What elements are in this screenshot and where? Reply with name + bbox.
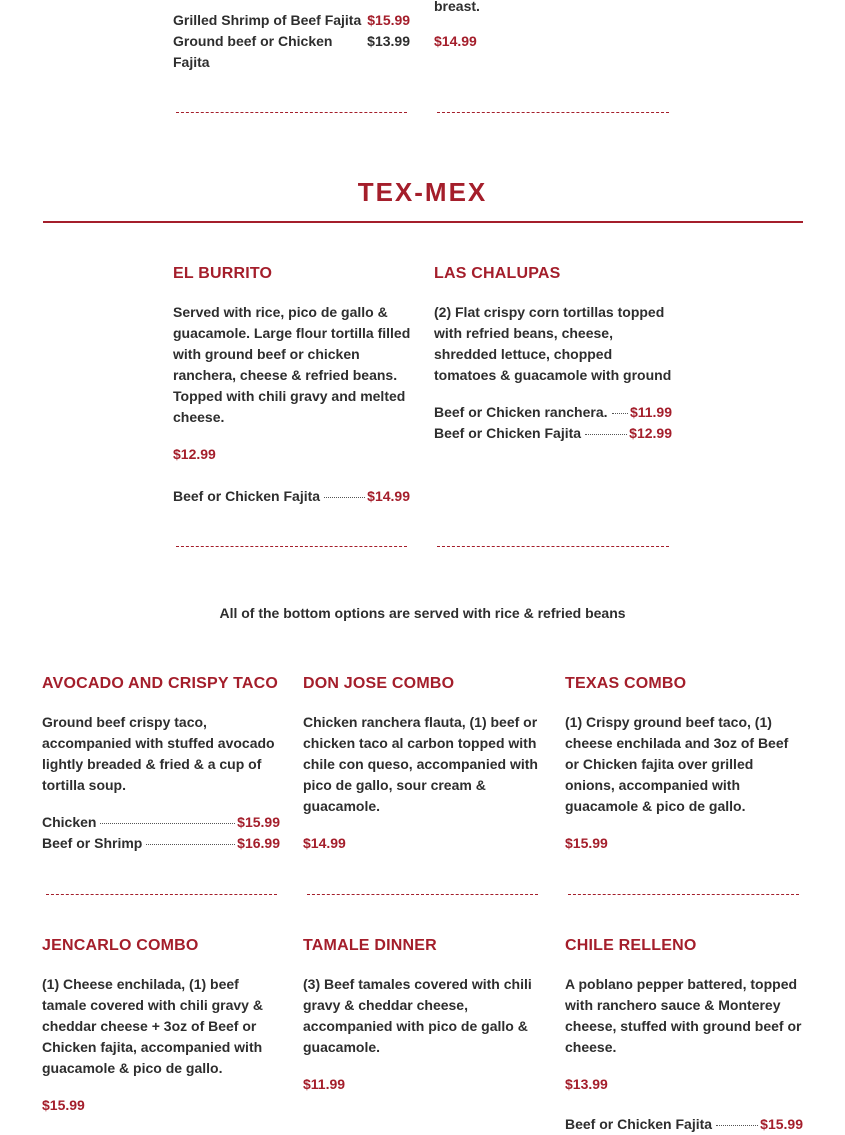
- option-label: Beef or Chicken Fajita: [173, 488, 321, 504]
- menu-option-row: [173, 10, 410, 31]
- menu-item-title: DON JOSE COMBO: [303, 675, 455, 692]
- option-label: Chicken: [42, 814, 97, 830]
- dot-leader: [146, 844, 235, 845]
- dot-leader: [100, 823, 235, 824]
- option-label: Beef or Chicken ranchera.: [434, 404, 608, 420]
- option-label: Beef or Shrimp: [42, 835, 143, 851]
- option-price: $14.99: [367, 488, 410, 504]
- separator: [568, 894, 799, 895]
- option-label: Grilled Shrimp of Beef Fajita: [173, 12, 362, 28]
- option-price: $11.99: [629, 404, 672, 420]
- menu-item-title: TAMALE DINNER: [303, 937, 437, 954]
- option-price: $13.99: [367, 33, 410, 49]
- separator: [437, 112, 669, 113]
- option-price: $16.99: [237, 835, 280, 851]
- option-price: $12.99: [629, 425, 672, 441]
- separator: [307, 894, 538, 895]
- menu-option-row: [173, 31, 410, 73]
- menu-item-description: A poblano pepper battered, topped with ranchero sauce & Monterey cheese, stuffed with ground beef or cheese.: [565, 976, 802, 1055]
- menu-item-description: Chicken ranchera flauta, (1) beef or chicken taco al carbon topped with chile con queso, accompanied with pico de gallo, sour cream & guacamole.: [303, 714, 538, 814]
- menu-item-price: $15.99: [565, 835, 608, 851]
- option-price: $15.99: [760, 1116, 803, 1132]
- menu-item-price: $14.99: [303, 835, 346, 851]
- menu-option-row: [42, 812, 280, 833]
- dot-leader: [612, 413, 628, 414]
- menu-item-title: JENCARLO COMBO: [42, 937, 199, 954]
- separator: [176, 546, 407, 547]
- separator: [176, 112, 407, 113]
- menu-option-row: [434, 402, 672, 423]
- menu-item-title: CHILE RELLENO: [565, 937, 697, 954]
- menu-option-row: [434, 423, 672, 444]
- dot-leader: [716, 1125, 758, 1126]
- menu-item-price: $12.99: [173, 446, 216, 462]
- menu-item-description: Served with rice, pico de gallo & guacamole. Large flour tortilla filled with ground beef or chicken ranchera, cheese & refried beans. Topped with chili gravy and melted cheese.: [173, 304, 411, 425]
- menu-item-description: Ground beef crispy taco, accompanied with stuffed avocado lightly breaded & fried & a cup of tortilla soup.: [42, 714, 275, 793]
- served-with-note: All of the bottom options are served with rice & refried beans: [219, 605, 626, 621]
- menu-item-title: TEXAS COMBO: [565, 675, 687, 692]
- menu-item-description: (1) Cheese enchilada, (1) beef tamale covered with chili gravy & cheddar cheese + 3oz of Beef or Chicken fajita, accompanied with guacamole & pico de gallo.: [42, 976, 263, 1076]
- separator: [46, 894, 277, 895]
- menu-item-price: $11.99: [303, 1076, 346, 1092]
- top-right-price: $14.99: [434, 33, 477, 49]
- section-title: TEX-MEX: [357, 177, 488, 207]
- menu-item-title: EL BURRITO: [173, 265, 273, 282]
- menu-item-price: $15.99: [42, 1097, 85, 1113]
- top-right-desc-tail: breast.: [434, 0, 480, 14]
- option-price: $15.99: [237, 814, 280, 830]
- separator: [437, 546, 669, 547]
- menu-options: [173, 486, 410, 507]
- menu-options: [434, 402, 672, 444]
- top-left-options: [173, 10, 410, 73]
- section-rule: [43, 221, 803, 223]
- option-label: Beef or Chicken Fajita: [565, 1116, 713, 1132]
- menu-item-description: (2) Flat crispy corn tortillas topped with refried beans, cheese, shredded lettuce, chopped tomatoes & guacamole with ground: [434, 304, 672, 383]
- menu-option-row: [173, 486, 410, 507]
- menu-option-row: [565, 1114, 803, 1135]
- option-label: Beef or Chicken Fajita: [434, 425, 582, 441]
- menu-item-title: AVOCADO AND CRISPY TACO: [42, 675, 279, 692]
- menu-item-description: (3) Beef tamales covered with chili gravy & cheddar cheese, accompanied with pico de gallo & guacamole.: [303, 976, 532, 1055]
- menu-option-row: [42, 833, 280, 854]
- option-price: $15.99: [367, 12, 411, 28]
- dot-leader: [585, 434, 627, 435]
- menu-options: [42, 812, 280, 854]
- menu-item-price: $13.99: [565, 1076, 608, 1092]
- menu-item-title: LAS CHALUPAS: [434, 265, 561, 282]
- dot-leader: [324, 497, 365, 498]
- menu-options: [565, 1114, 803, 1135]
- option-label: Ground beef or Chicken Fajita: [173, 33, 333, 70]
- menu-item-description: (1) Crispy ground beef taco, (1) cheese enchilada and 3oz of Beef or Chicken fajita over grilled onions, accompanied with guacamole & pico de gallo.: [565, 714, 789, 814]
